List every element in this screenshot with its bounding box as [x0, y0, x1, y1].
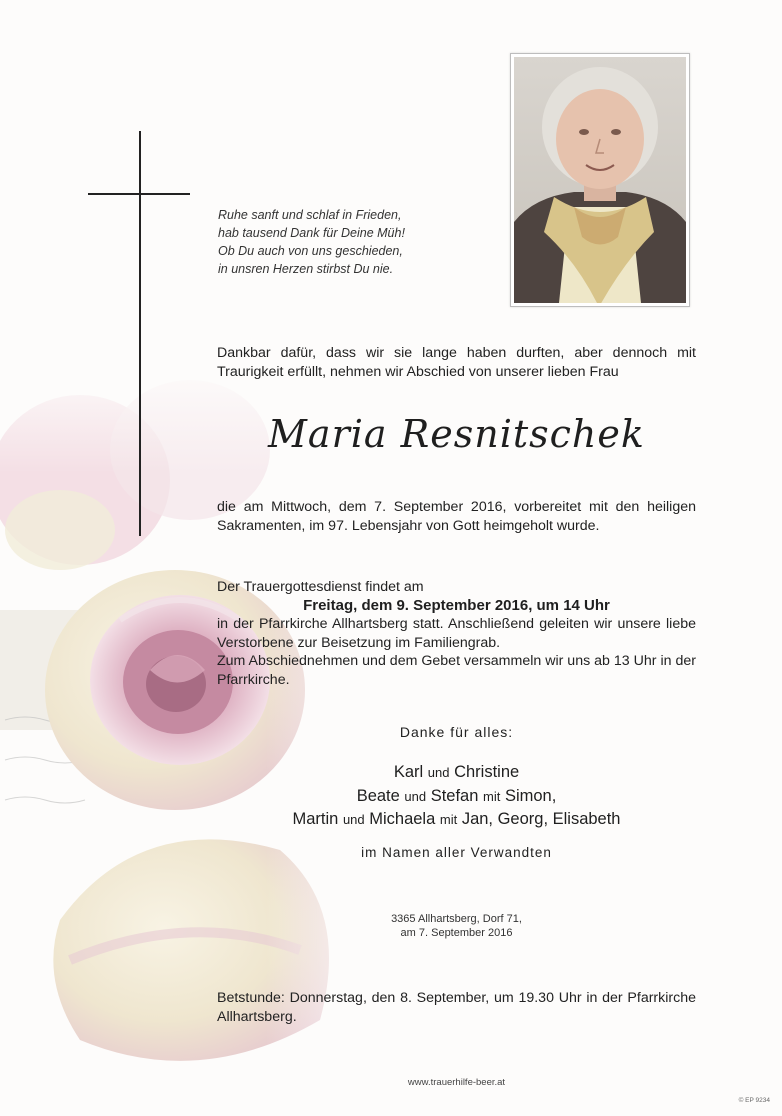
memorial-poem — [218, 206, 478, 278]
intro-text: Dankbar dafür, dass wir sie lange haben durften, aber dennoch mit Traurigkeit erfüllt, nehmen wir Abschied von unserer lieben Frau — [217, 345, 696, 380]
website-link[interactable]: www.trauerhilfe-beer.at — [407, 1077, 506, 1088]
family-name: Michaela — [369, 810, 436, 828]
family-name: Jan, Georg, Elisabeth — [461, 810, 621, 828]
deceased-name: Maria Resnitschek — [268, 412, 645, 456]
cross-icon — [139, 131, 141, 536]
service-farewell: Zum Abschiednehmen und dem Gebet versammeln wir uns ab 13 Uhr in der Pfarrkirche. — [217, 653, 696, 688]
address-date: am 7. September 2016 — [400, 927, 513, 939]
family-names — [217, 761, 696, 832]
family-connector: mit — [439, 812, 458, 827]
family-line — [217, 808, 696, 832]
family-connector: und — [404, 788, 427, 804]
family-connector: und — [427, 765, 450, 780]
poem-line: in unsren Herzen stirbst Du nie. — [218, 262, 394, 276]
poem-line: Ruhe sanft und schlaf in Frieden, — [218, 208, 402, 222]
address-block — [217, 912, 696, 940]
service-heading: Der Trauergottesdienst findet am — [217, 579, 424, 595]
print-code: © EP 9234 — [738, 1097, 770, 1104]
poem-line: Ob Du auch von uns geschieden, — [218, 244, 403, 258]
thanks-text: Danke für alles: — [399, 724, 514, 740]
relatives-text: im Namen aller Verwandten — [361, 845, 552, 860]
portrait-photo — [510, 53, 690, 307]
family-connector: mit — [483, 788, 501, 804]
family-name: Karl — [393, 763, 424, 781]
funeral-service-section — [217, 578, 696, 689]
family-line — [217, 785, 696, 809]
service-date: Freitag, dem 9. September 2016, um 14 Uhr — [303, 596, 610, 614]
poem-line: hab tausend Dank für Deine Müh! — [218, 226, 405, 240]
family-name: Stefan — [430, 786, 479, 805]
cross-icon-bar — [88, 193, 190, 195]
service-details: in der Pfarrkirche Allhartsberg statt. Anschließend geleiten wir unsere liebe Verstorbene zur Beisetzung im Familiengrab. — [217, 616, 696, 651]
death-notice-text: die am Mittwoch, dem 7. September 2016, vorbereitet mit den heiligen Sakramenten, im 97. Lebensjahr von Gott heimgeholt wurde. — [217, 499, 696, 534]
prayer-hour-text: Betstunde: Donnerstag, den 8. September, um 19.30 Uhr in der Pfarrkirche Allhartsberg. — [217, 990, 696, 1025]
family-name: Christine — [454, 763, 520, 781]
address-line: 3365 Allhartsberg, Dorf 71, — [391, 913, 522, 925]
family-name: Simon, — [504, 786, 557, 805]
family-connector: und — [342, 812, 365, 827]
family-name: Martin — [292, 810, 339, 828]
family-line — [217, 761, 696, 785]
family-name: Beate — [356, 786, 400, 805]
